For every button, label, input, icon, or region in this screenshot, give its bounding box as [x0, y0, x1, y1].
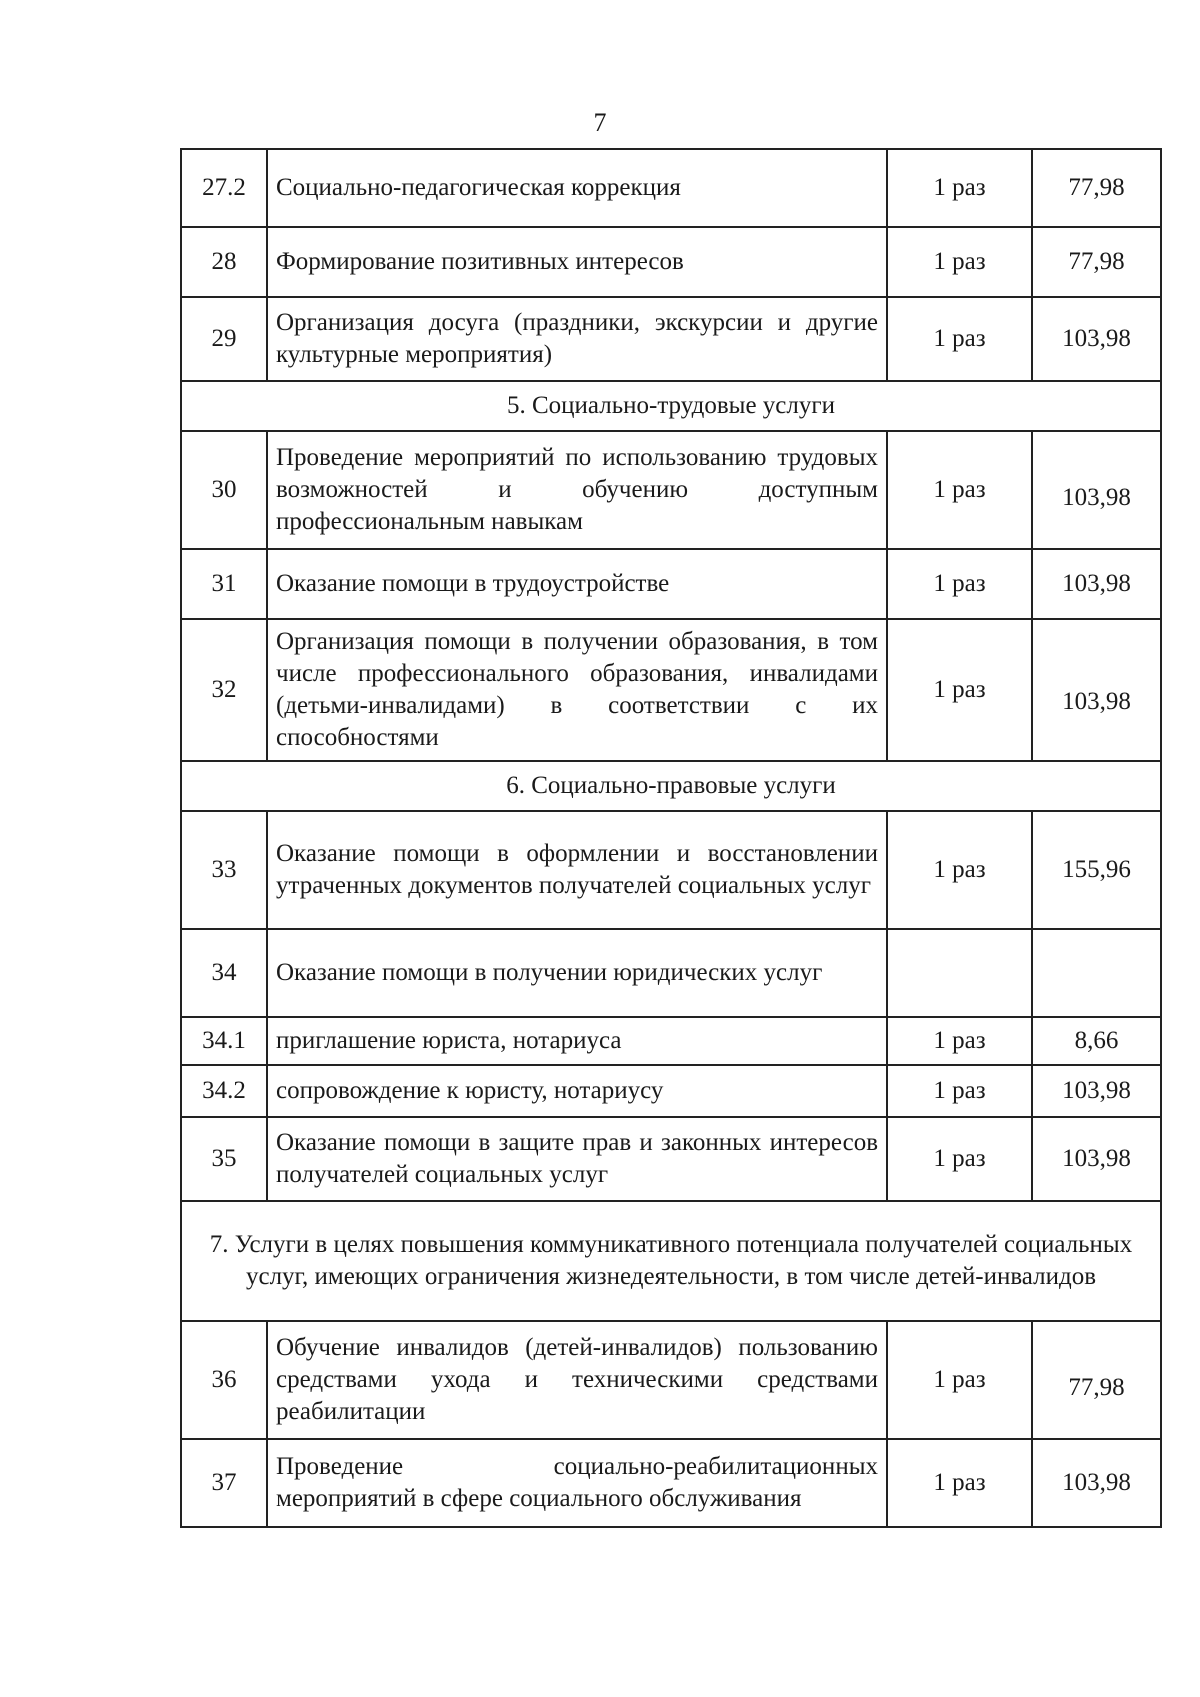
- row-number: 31: [181, 549, 267, 619]
- service-price: 155,96: [1032, 811, 1161, 929]
- section-title: 7. Услуги в целях повышения коммуникативного потенциала получателей социальных услуг, имеющих ограничения жизнедеятельности, в том числе детей-инвалидов: [181, 1201, 1161, 1321]
- table-row: [181, 1117, 1161, 1201]
- service-price: 103,98: [1032, 1117, 1161, 1201]
- table-row: [181, 297, 1161, 381]
- table-row: [181, 431, 1161, 549]
- service-name: приглашение юриста, нотариуса: [267, 1017, 887, 1065]
- table-row: [181, 1321, 1161, 1439]
- table-row: [181, 549, 1161, 619]
- row-number: 30: [181, 431, 267, 549]
- service-name: Проведение мероприятий по использованию трудовых возможностей и обучению доступным профессиональным навыкам: [267, 431, 887, 549]
- service-frequency: [887, 929, 1032, 1017]
- service-price: 103,98: [1032, 549, 1161, 619]
- row-number: 34.1: [181, 1017, 267, 1065]
- service-name: Оказание помощи в трудоустройстве: [267, 549, 887, 619]
- service-name: Оказание помощи в получении юридических услуг: [267, 929, 887, 1017]
- service-frequency: 1 раз: [887, 1439, 1032, 1527]
- row-number: 37: [181, 1439, 267, 1527]
- row-number: 28: [181, 227, 267, 297]
- row-number: 35: [181, 1117, 267, 1201]
- page-number: 7: [593, 108, 607, 137]
- service-frequency: 1 раз: [887, 1065, 1032, 1117]
- row-number: 27.2: [181, 149, 267, 227]
- service-frequency: 1 раз: [887, 619, 1032, 761]
- service-frequency: 1 раз: [887, 811, 1032, 929]
- service-frequency: 1 раз: [887, 1017, 1032, 1065]
- table-body: [181, 149, 1161, 1527]
- service-price: 103,98: [1032, 1439, 1161, 1527]
- row-number: 34.2: [181, 1065, 267, 1117]
- services-tariff-table: [180, 148, 1162, 1528]
- service-frequency: 1 раз: [887, 431, 1032, 549]
- service-price: [1032, 929, 1161, 1017]
- service-price: 77,98: [1032, 227, 1161, 297]
- table-row: [181, 1017, 1161, 1065]
- service-frequency: 1 раз: [887, 297, 1032, 381]
- service-frequency: 1 раз: [887, 227, 1032, 297]
- service-name: сопровождение к юристу, нотариусу: [267, 1065, 887, 1117]
- service-name: Оказание помощи в оформлении и восстановлении утраченных документов получателей социальных услуг: [267, 811, 887, 929]
- service-frequency: 1 раз: [887, 149, 1032, 227]
- service-name: Социально-педагогическая коррекция: [267, 149, 887, 227]
- service-name: Организация досуга (праздники, экскурсии и другие культурные мероприятия): [267, 297, 887, 381]
- row-number: 34: [181, 929, 267, 1017]
- row-number: 29: [181, 297, 267, 381]
- service-name: Оказание помощи в защите прав и законных интересов получателей социальных услуг: [267, 1117, 887, 1201]
- table-row: [181, 149, 1161, 227]
- table-row: [181, 929, 1161, 1017]
- service-price: 103,98: [1032, 1065, 1161, 1117]
- service-name: Проведение социально-реабилитационных мероприятий в сфере социального обслуживания: [267, 1439, 887, 1527]
- table-row: [181, 1065, 1161, 1117]
- service-name: Формирование позитивных интересов: [267, 227, 887, 297]
- table-row: [181, 811, 1161, 929]
- service-price: 103,98: [1032, 431, 1161, 549]
- service-frequency: 1 раз: [887, 549, 1032, 619]
- service-name: Обучение инвалидов (детей-инвалидов) пользованию средствами ухода и техническими средствами реабилитации: [267, 1321, 887, 1439]
- table-row: [181, 1439, 1161, 1527]
- row-number: 36: [181, 1321, 267, 1439]
- service-name: Организация помощи в получении образования, в том числе профессионального образования, инвалидами (детьми-инвалидами) в соответствии с их способностями: [267, 619, 887, 761]
- service-frequency: 1 раз: [887, 1321, 1032, 1439]
- service-price: 103,98: [1032, 297, 1161, 381]
- service-frequency: 1 раз: [887, 1117, 1032, 1201]
- table-row: [181, 227, 1161, 297]
- table-row: [181, 619, 1161, 761]
- section-row: [181, 761, 1161, 811]
- service-price: 77,98: [1032, 1321, 1161, 1439]
- section-title: 5. Социально-трудовые услуги: [181, 381, 1161, 431]
- row-number: 32: [181, 619, 267, 761]
- row-number: 33: [181, 811, 267, 929]
- service-price: 103,98: [1032, 619, 1161, 761]
- section-row: [181, 1201, 1161, 1321]
- service-price: 8,66: [1032, 1017, 1161, 1065]
- section-row: [181, 381, 1161, 431]
- section-title: 6. Социально-правовые услуги: [181, 761, 1161, 811]
- service-price: 77,98: [1032, 149, 1161, 227]
